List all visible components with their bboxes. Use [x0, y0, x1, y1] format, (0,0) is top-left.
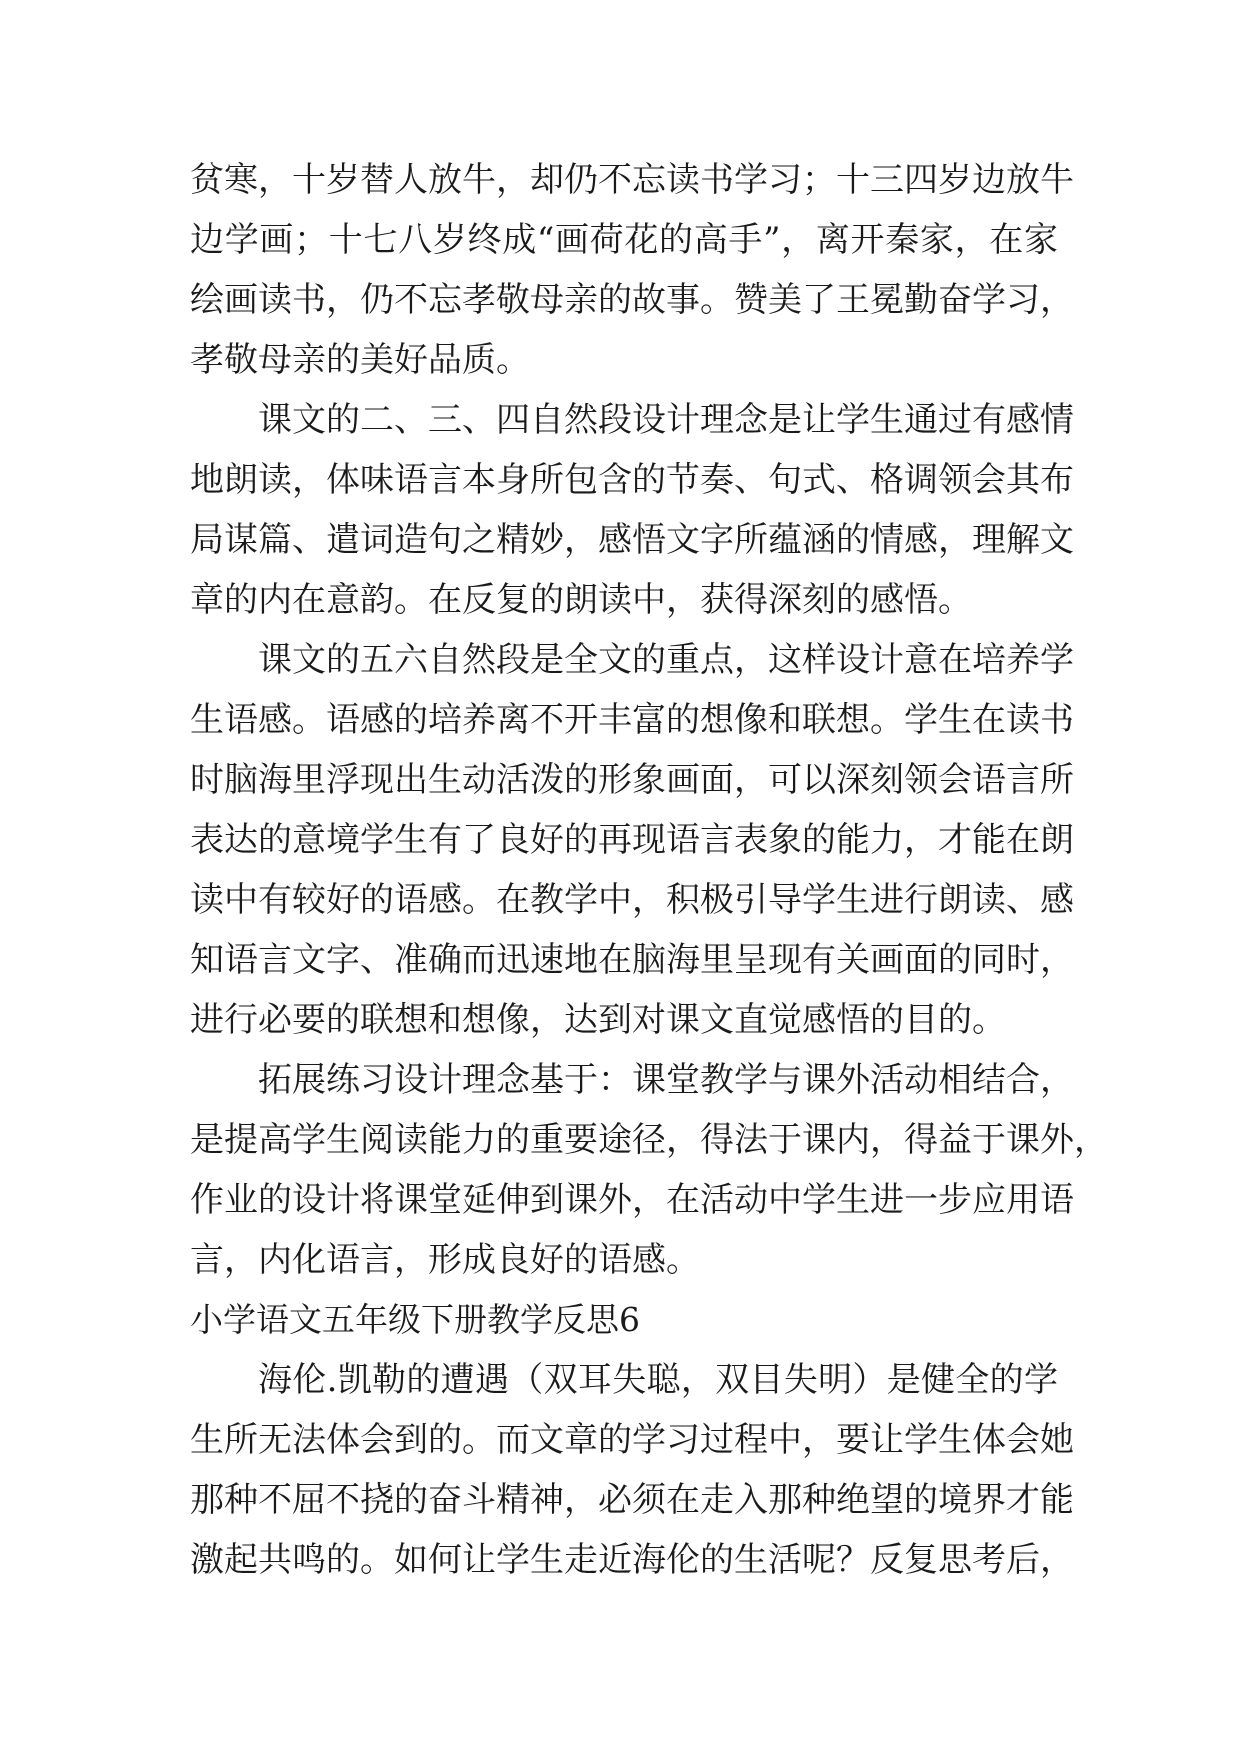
- text-line: 边学画；十七八岁终成“画荷花的高手”，离开秦家，在家: [190, 220, 1058, 260]
- text-line: 生语感。语感的培养离不开丰富的想像和联想。学生在读书: [190, 700, 1074, 740]
- paragraph: [190, 1350, 1074, 1590]
- text-line: 课文的二、三、四自然段设计理念是让学生通过有感情: [258, 400, 1074, 440]
- text-line: 海伦.凯勒的遭遇（双耳失聪，双目失明）是健全的学: [258, 1360, 1058, 1400]
- text-line: 那种不屈不挠的奋斗精神，必须在走入那种绝望的境界才能: [190, 1480, 1074, 1520]
- paragraph: [190, 1050, 1108, 1290]
- text-line: 言，内化语言，形成良好的语感。: [190, 1240, 700, 1280]
- text-line: 作业的设计将课堂延伸到课外，在活动中学生进一步应用语: [190, 1180, 1074, 1220]
- document-body: [190, 150, 1108, 1590]
- text-line: 地朗读，体味语言本身所包含的节奏、句式、格调领会其布: [190, 460, 1074, 500]
- paragraph: [190, 390, 1074, 630]
- text-line: 生所无法体会到的。而文章的学习过程中，要让学生体会她: [190, 1420, 1074, 1460]
- text-line: 表达的意境学生有了良好的再现语言表象的能力，才能在朗: [190, 820, 1074, 860]
- text-line: 进行必要的联想和想像，达到对课文直觉感悟的目的。: [190, 1000, 1006, 1040]
- text-line: 是提高学生阅读能力的重要途径，得法于课内，得益于课外，: [190, 1120, 1108, 1160]
- paragraph: [190, 150, 1074, 390]
- text-line: 时脑海里浮现出生动活泼的形象画面，可以深刻领会语言所: [190, 760, 1074, 800]
- text-line: 知语言文字、准确而迅速地在脑海里呈现有关画面的同时，: [190, 940, 1074, 980]
- section-heading: 小学语文五年级下册教学反思6: [190, 1300, 640, 1339]
- text-line: 章的内在意韵。在反复的朗读中，获得深刻的感悟。: [190, 580, 972, 620]
- text-line: 拓展练习设计理念基于：课堂教学与课外活动相结合，: [258, 1060, 1074, 1100]
- text-line: 孝敬母亲的美好品质。: [190, 340, 530, 380]
- text-line: 课文的五六自然段是全文的重点，这样设计意在培养学: [258, 640, 1074, 680]
- paragraph: [190, 630, 1074, 1050]
- text-line: 激起共鸣的。如何让学生走近海伦的生活呢？反复思考后，: [190, 1540, 1074, 1580]
- text-line: 贫寒，十岁替人放牛，却仍不忘读书学习；十三四岁边放牛: [190, 160, 1074, 200]
- text-line: 绘画读书，仍不忘孝敬母亲的故事。赞美了王冕勤奋学习，: [190, 280, 1074, 320]
- text-line: 读中有较好的语感。在教学中，积极引导学生进行朗读、感: [190, 880, 1074, 920]
- text-line: 局谋篇、遣词造句之精妙，感悟文字所蕴涵的情感，理解文: [190, 520, 1074, 560]
